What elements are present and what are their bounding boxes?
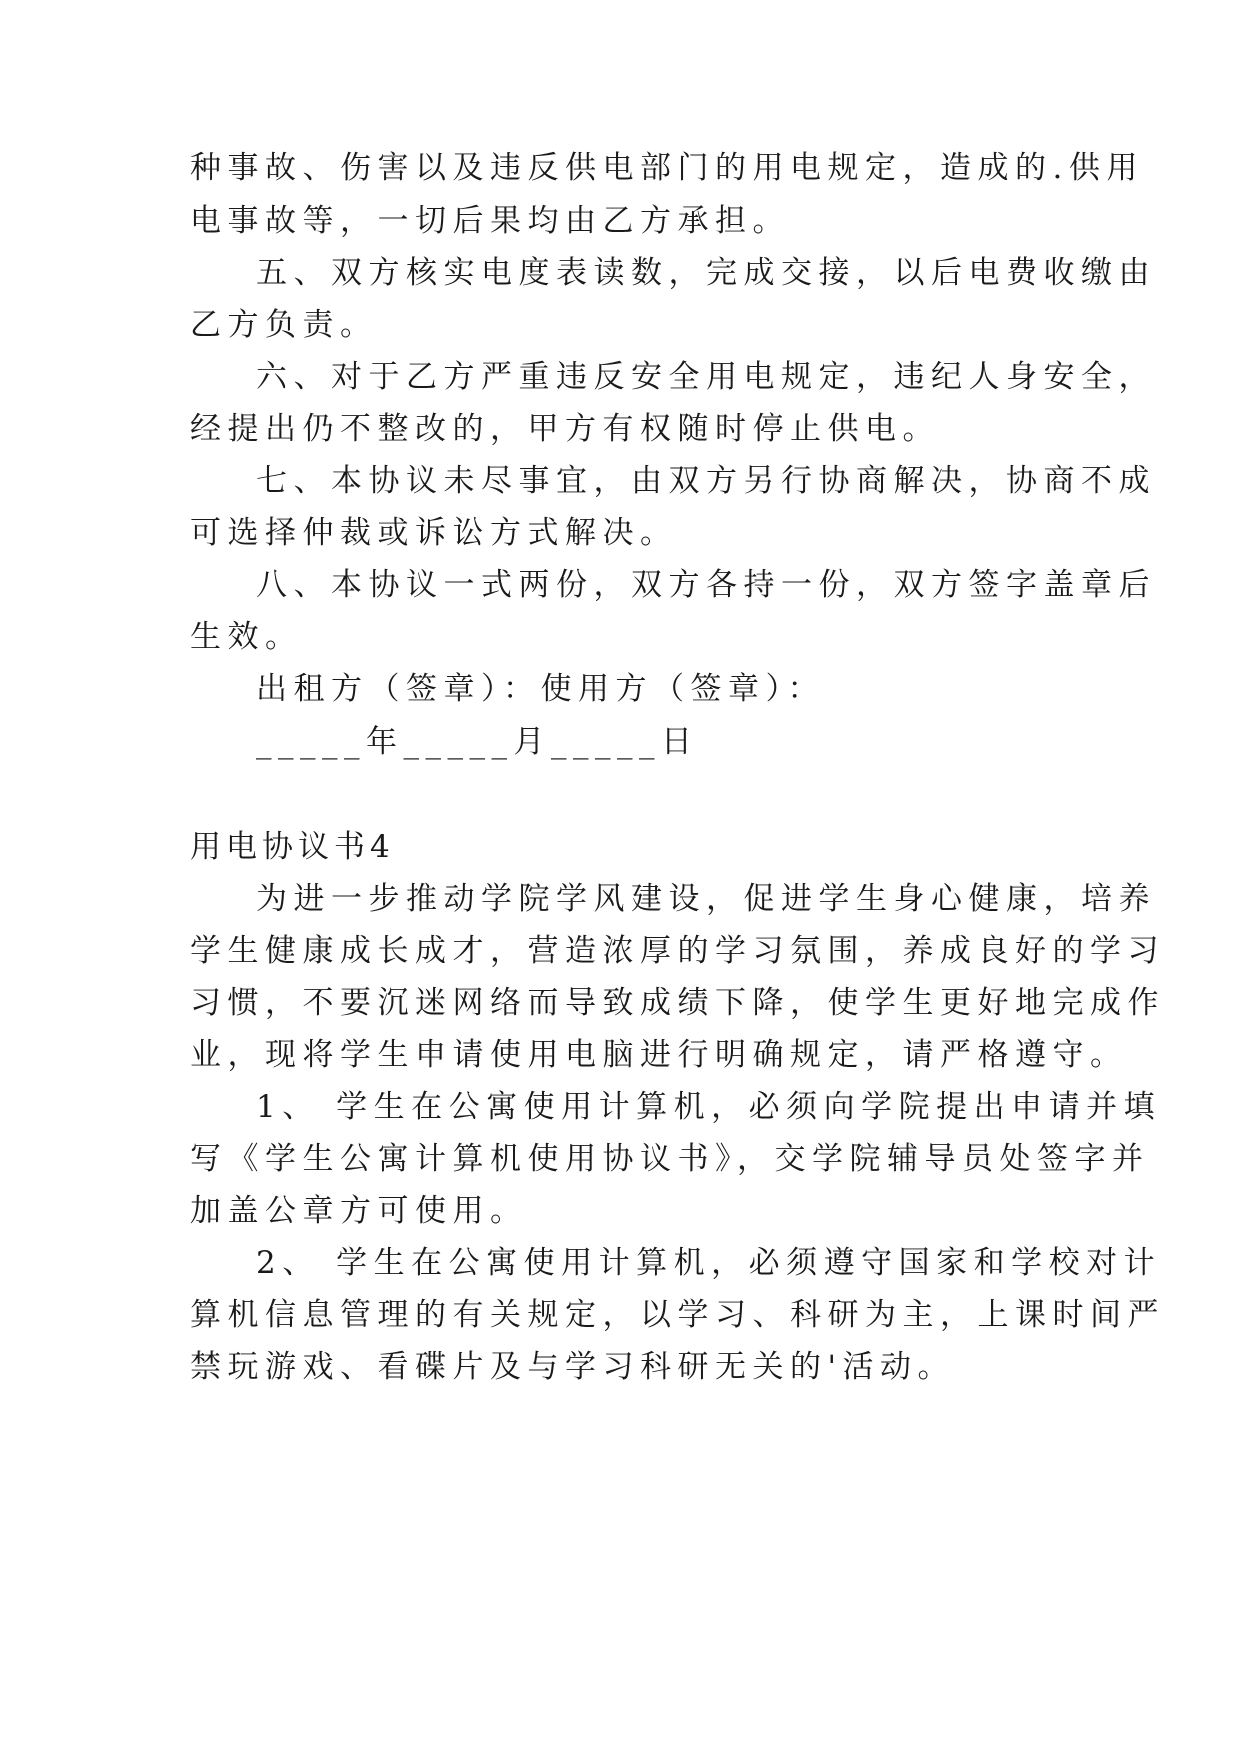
clause-8-line: 八、本协议一式两份，双方各持一份，双方签字盖章后 bbox=[256, 567, 1156, 603]
paragraph-line: 算机信息管理的有关规定，以学习、科研为主，上课时间严 bbox=[190, 1297, 1165, 1333]
paragraph-line: 可选择仲裁或诉讼方式解决。 bbox=[190, 515, 678, 551]
clause-5-line: 五、双方核实电度表读数，完成交接，以后电费收缴由 bbox=[256, 255, 1156, 291]
clause-7-line: 七、本协议未尽事宜，由双方另行协商解决，协商不成 bbox=[256, 463, 1156, 499]
signature-line: 出租方（签章）：使用方（签章）： bbox=[256, 671, 825, 707]
paragraph-line: 电事故等，一切后果均由乙方承担。 bbox=[190, 203, 790, 239]
paragraph-line: 业，现将学生申请使用电脑进行明确规定，请严格遵守。 bbox=[190, 1037, 1128, 1073]
paragraph-line: 生效。 bbox=[190, 619, 303, 655]
paragraph-line: 学生健康成长成才，营造浓厚的学习氛围，养成良好的学习 bbox=[190, 933, 1165, 969]
paragraph-line: 写《学生公寓计算机使用协议书》，交学院辅导员处签字并 bbox=[190, 1141, 1150, 1177]
rule-2-line: 2、 学生在公寓使用计算机，必须遵守国家和学校对计 bbox=[256, 1245, 1162, 1281]
paragraph-line: 种事故、伤害以及违反供电部门的用电规定，造成的.供用 bbox=[190, 150, 1144, 186]
paragraph-line: 乙方负责。 bbox=[190, 307, 378, 343]
paragraph-line: 禁玩游戏、看碟片及与学习科研无关的'活动。 bbox=[190, 1349, 956, 1385]
rule-1-line: 1、 学生在公寓使用计算机，必须向学院提出申请并填 bbox=[256, 1089, 1162, 1125]
paragraph-line: 经提出仍不整改的，甲方有权随时停止供电。 bbox=[190, 411, 940, 447]
date-line: _____年_____月_____日 bbox=[256, 724, 699, 760]
intro-line: 为进一步推动学院学风建设，促进学生身心健康，培养 bbox=[256, 881, 1156, 917]
clause-6-line: 六、对于乙方严重违反安全用电规定，违纪人身安全， bbox=[256, 359, 1156, 395]
paragraph-line: 习惯，不要沉迷网络而导致成绩下降，使学生更好地完成作 bbox=[190, 985, 1165, 1021]
paragraph-line: 加盖公章方可使用。 bbox=[190, 1193, 528, 1229]
section-title: 用电协议书4 bbox=[190, 829, 395, 865]
